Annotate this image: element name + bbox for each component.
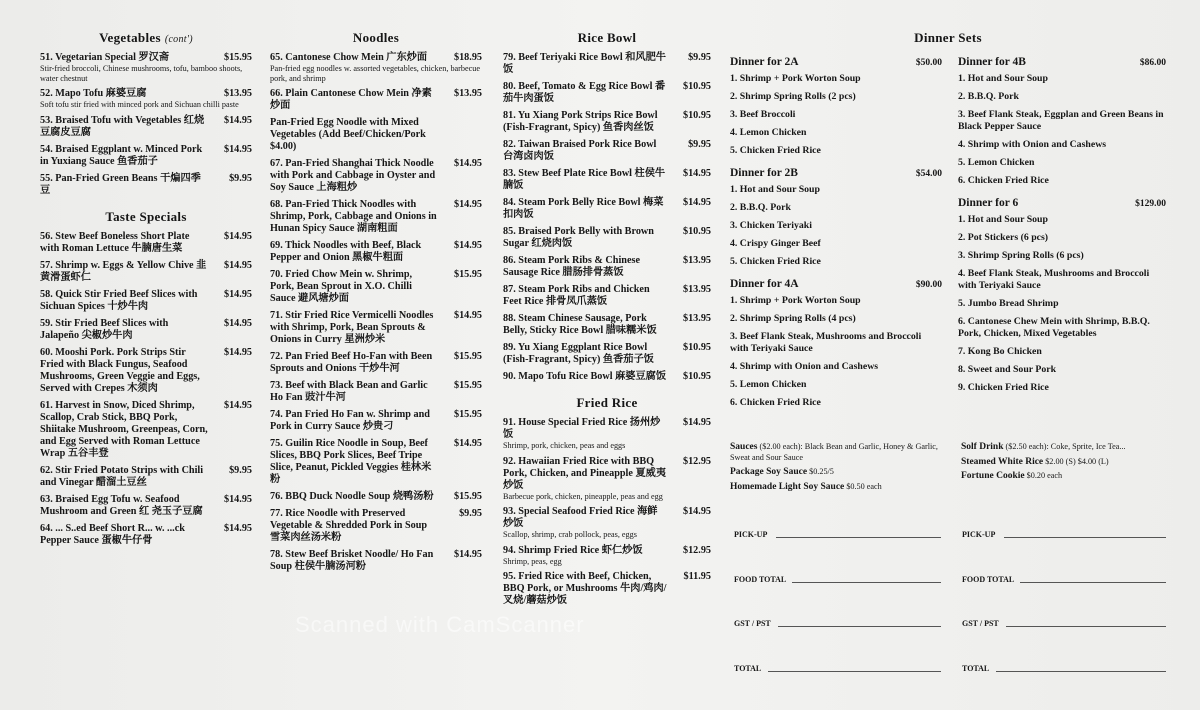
- menu-item: [40, 52, 252, 83]
- menu-item-price: $14.95: [453, 438, 482, 449]
- menu-item-price: $9.95: [229, 464, 252, 476]
- menu-item-price: $15.95: [223, 52, 252, 63]
- homemade-soy-line: Homemade Light Soy Sauce $0.50 each: [730, 481, 882, 492]
- menu-item: [270, 380, 482, 404]
- food-total-field-left[interactable]: FOOD TOTAL: [734, 575, 786, 584]
- menu-item: [40, 465, 252, 489]
- dinner-set-course: 2. Shrimp Spring Rolls (2 pcs): [730, 91, 856, 102]
- menu-item-price: $14.95: [223, 143, 252, 155]
- dinner-set-course: 3. Beef Flank Steak, Mushrooms and Broccoli with Teriyaki Sauce: [730, 331, 922, 354]
- dinner-set-course: 5. Chicken Fried Rice: [730, 145, 821, 156]
- menu-item-name: 72. Pan Fried Beef Ho-Fan with Been Sprouts and Onions 干炒牛河: [270, 351, 433, 374]
- menu-item-name: 83. Stew Beef Plate Rice Bowl 柱侯牛腩饭: [503, 168, 666, 191]
- menu-item-description: Barbecue pork, chicken, pineapple, peas and egg: [503, 491, 663, 501]
- dinner-set-title: Dinner for 4A $90.00: [730, 278, 942, 290]
- menu-item-name: 66. Plain Cantonese Chow Mein 净素炒面: [270, 88, 432, 111]
- dinner-set-course: 4. Beef Flank Steak, Mushrooms and Broccoli with Teriyaki Sauce: [958, 268, 1150, 291]
- package-soy-line: Package Soy Sauce $0.25/5: [730, 467, 834, 477]
- gst-field-left[interactable]: GST / PST: [734, 619, 771, 628]
- menu-item-price: $11.95: [683, 571, 711, 582]
- total-field-right[interactable]: TOTAL: [962, 664, 989, 673]
- soft-drink-line: Solf Drink ($2.50 each): Coke, Sprite, Ice Tea...: [961, 442, 1126, 452]
- menu-item-name: Pan-Fried Egg Noodle with Mixed Vegetables (Add Beef/Chicken/Pork $4.00): [270, 117, 426, 152]
- menu-item-name: 87. Steam Pork Ribs and Chicken Feet Rice 排骨凤爪蒸饭: [503, 284, 650, 307]
- menu-item-name: 62. Stir Fried Potato Strips with Chili and Vinegar 醋溜土豆丝: [40, 464, 204, 488]
- menu-item-name: 78. Stew Beef Brisket Noodle/ Ho Fan Soup 柱侯牛腩汤河粉: [270, 549, 434, 572]
- menu-item-price: $14.95: [682, 197, 711, 208]
- menu-item: [503, 313, 711, 337]
- dinner-set-course: 2. B.B.Q. Pork: [958, 91, 1019, 102]
- menu-item: [503, 110, 711, 134]
- menu-item: [503, 255, 711, 279]
- dinner-set-price: $86.00: [1139, 58, 1166, 68]
- dinner-column-right: [958, 56, 1166, 400]
- dinner-set-price: $54.00: [915, 169, 942, 179]
- fortune-cookie-line: Fortune Cookie $0.20 each: [961, 471, 1063, 481]
- menu-item-description: Shrimp, peas, egg: [503, 556, 562, 566]
- section-title: Noodles: [352, 30, 400, 45]
- menu-item: [40, 260, 252, 284]
- menu-item-price: $9.95: [688, 52, 711, 63]
- menu-item: [270, 52, 482, 83]
- menu-item-price: $13.95: [682, 255, 711, 266]
- menu-item-price: $12.95: [682, 455, 711, 467]
- section-title: Fried Rice: [576, 395, 638, 410]
- dinner-set: [958, 56, 1166, 187]
- menu-item-price: $14.95: [453, 240, 482, 251]
- menu-item-price: $14.95: [223, 399, 252, 411]
- menu-item: [270, 158, 482, 194]
- dinner-set-course: 4. Crispy Ginger Beef: [730, 238, 821, 249]
- menu-item-price: $13.95: [682, 284, 711, 295]
- menu-item-price: $15.95: [453, 380, 482, 391]
- dinner-column-left: [730, 56, 942, 415]
- dinner-set-title: Dinner for 2A $50.00: [730, 56, 942, 68]
- menu-item-price: $15.95: [453, 269, 482, 280]
- dinner-set-course: 5. Lemon Chicken: [730, 379, 807, 390]
- menu-item: [40, 318, 252, 342]
- dinner-set: [730, 167, 942, 268]
- extras-right: [961, 442, 1166, 486]
- dinner-set-course: 3. Beef Flank Steak, Eggplan and Green Beans in Black Pepper Sauce: [958, 109, 1164, 132]
- menu-item: [270, 88, 482, 112]
- menu-item-name: 55. Pan-Fried Green Beans 干煸四季豆: [40, 172, 201, 196]
- menu-item: [503, 571, 711, 607]
- dinner-set-course: 7. Kong Bo Chicken: [958, 346, 1042, 357]
- dinner-set-course: 5. Lemon Chicken: [958, 157, 1035, 168]
- menu-item-name: 65. Cantonese Chow Mein 广东炒面: [270, 52, 428, 63]
- menu-item: [40, 144, 252, 168]
- menu-item-price: $14.95: [682, 506, 711, 517]
- dinner-set-course: 3. Chicken Teriyaki: [730, 220, 812, 231]
- menu-item-name: 51. Vegetarian Special 罗汉斋: [40, 52, 170, 63]
- menu-item: [270, 310, 482, 346]
- menu-item-price: $14.95: [223, 259, 252, 271]
- menu-item-name: 68. Pan-Fried Thick Noodles with Shrimp, Pork, Cabbage and Onions in Hunan Spicy Sauce 湖南粗面: [270, 199, 437, 234]
- menu-item: [503, 342, 711, 366]
- dinner-set-title: Dinner for 2B $54.00: [730, 167, 942, 179]
- menu-item-price: $14.95: [223, 346, 252, 358]
- dinner-set-course: 8. Sweet and Sour Pork: [958, 364, 1057, 375]
- menu-item-price: $13.95: [223, 88, 252, 99]
- menu-item-name: 76. BBQ Duck Noodle Soup 烧鸭汤粉: [270, 491, 434, 502]
- dinner-set-course: 1. Hot and Sour Soup: [730, 184, 820, 195]
- dinner-set-price: $90.00: [915, 280, 942, 290]
- menu-item-price: $9.95: [229, 172, 252, 184]
- dinner-set-course: 3. Beef Broccoli: [730, 109, 796, 120]
- pickup-field-left[interactable]: PICK-UP: [734, 530, 767, 539]
- menu-item-price: $14.95: [453, 310, 482, 321]
- menu-item-price: $14.95: [223, 317, 252, 329]
- menu-item: [503, 545, 711, 567]
- menu-item-description: Stir-fried broccoli, Chinese mushrooms, tofu, bamboo shoots, water chestnut: [40, 64, 243, 83]
- menu-item-name: 75. Guilin Rice Noodle in Soup, Beef Slices, BBQ Pork Slices, Beef Tripe Slice, Peanut, Pickled Veggies 桂林米粉: [270, 438, 432, 485]
- menu-item-name: 70. Fried Chow Mein w. Shrimp, Pork, Bean Sprout in X.O. Chilli Sauce 避风塘炒面: [270, 269, 413, 304]
- dinner-set-course: 2. B.B.Q. Pork: [730, 202, 791, 213]
- menu-item: [270, 269, 482, 305]
- menu-item-name: 84. Steam Pork Belly Rice Bowl 梅菜扣肉饭: [503, 197, 664, 220]
- menu-item-name: 64. ... S..ed Beef Short R... w. ...ck Pepper Sauce 蛋椒牛仔骨: [40, 522, 185, 546]
- menu-item: [270, 491, 482, 503]
- section-cont-note: (cont'): [164, 34, 193, 45]
- menu-item: [270, 199, 482, 235]
- menu-item-name: 80. Beef, Tomato & Egg Rice Bowl 番茄牛肉蛋饭: [503, 81, 666, 104]
- menu-item: [503, 81, 711, 105]
- menu-item: [40, 173, 252, 197]
- menu-item-price: $14.95: [223, 288, 252, 300]
- menu-item: [270, 409, 482, 433]
- menu-item-description: Soft tofu stir fried with minced pork and Sichuan chilli paste: [40, 100, 239, 109]
- scanner-watermark: Scanned with CamScanner: [295, 612, 585, 637]
- menu-item: [503, 506, 711, 540]
- menu-item-name: 86. Steam Pork Ribs & Chinese Sausage Rice 腊肠排骨蒸饭: [503, 255, 640, 278]
- menu-item-price: $10.95: [682, 371, 711, 382]
- dinner-set-course: 1. Hot and Sour Soup: [958, 214, 1048, 225]
- menu-item-name: 79. Beef Teriyaki Rice Bowl 和风肥牛饭: [503, 52, 666, 75]
- menu-item: [270, 240, 482, 264]
- section-title: Rice Bowl: [577, 30, 637, 45]
- dinner-set-title: Dinner for 6 $129.00: [958, 197, 1166, 209]
- menu-item-price: $9.95: [459, 508, 482, 519]
- menu-item-name: 85. Braised Pork Belly with Brown Sugar 红烧肉饭: [503, 226, 654, 249]
- menu-item-price: $14.95: [223, 230, 252, 242]
- menu-item-name: 77. Rice Noodle with Preserved Vegetable & Shredded Pork in Soup 雪菜肉丝汤米粉: [270, 508, 428, 543]
- menu-item-price: $9.95: [688, 139, 711, 150]
- menu-item: [503, 284, 711, 308]
- menu-item-name: 63. Braised Egg Tofu w. Seafood Mushroom and Green 红 尧玉子豆腐: [40, 493, 203, 517]
- steamed-rice-line: Steamed White Rice $2.00 (S) $4.00 (L): [961, 456, 1109, 467]
- dinner-set: [730, 278, 942, 409]
- menu-item-name: 56. Stew Beef Boneless Short Plate with Roman Lettuce 牛腩唐生菜: [40, 230, 190, 254]
- menu-item: [270, 117, 482, 153]
- menu-item-price: $14.95: [453, 199, 482, 210]
- menu-item-description: Pan-fried egg noodles w. assorted vegetables, chicken, barbecue pork, and shrimp: [270, 64, 480, 83]
- dinner-set: [730, 56, 942, 157]
- dinner-set-course: 6. Cantonese Chew Mein with Shrimp, B.B.Q. Pork, Chicken, Mixed Vegetables: [958, 316, 1150, 339]
- menu-item-name: 53. Braised Tofu with Vegetables 红烧豆腐皮豆腐: [40, 114, 205, 138]
- menu-item-name: 94. Shrimp Fried Rice 虾仁炒饭: [503, 544, 643, 556]
- menu-item-price: $14.95: [682, 417, 711, 428]
- gst-field-right[interactable]: GST / PST: [962, 619, 999, 628]
- menu-item-name: 92. Hawaiian Fried Rice with BBQ Pork, Chicken, and Pineapple 夏威夷炒饭: [503, 455, 667, 491]
- menu-item-name: 69. Thick Noodles with Beef, Black Pepper and Onion 黑椒牛粗面: [270, 240, 422, 263]
- menu-item-name: 60. Mooshi Pork. Pork Strips Stir Fried with Black Fungus, Seafood Mushrooms, Green Veggie and Eggs, Served with Crepes 木须肉: [40, 346, 200, 394]
- menu-item-name: 82. Taiwan Braised Pork Rice Bowl 台湾卤肉饭: [503, 139, 657, 162]
- dinner-set-price: $50.00: [915, 58, 942, 68]
- menu-item-name: 52. Mapo Tofu 麻婆豆腐: [40, 88, 147, 99]
- dinner-set-course: 9. Chicken Fried Rice: [958, 382, 1049, 393]
- menu-item-name: 81. Yu Xiang Pork Strips Rice Bowl (Fish-Fragrant, Spicy) 鱼香肉丝饭: [503, 110, 658, 133]
- menu-item: [270, 438, 482, 486]
- menu-item-price: $14.95: [453, 549, 482, 560]
- dinner-sets-title: Dinner Sets: [914, 30, 982, 45]
- food-total-field-right[interactable]: FOOD TOTAL: [962, 575, 1014, 584]
- column-1: [40, 30, 252, 552]
- menu-item-description: Scallop, shrimp, crab pollock, peas, eggs: [503, 530, 637, 539]
- menu-item-price: $15.95: [453, 491, 482, 502]
- dinner-set-course: 6. Chicken Fried Rice: [958, 175, 1049, 186]
- menu-item-price: $13.95: [453, 88, 482, 99]
- menu-item-price: $13.95: [682, 313, 711, 324]
- menu-item-price: $15.95: [453, 409, 482, 420]
- menu-item-name: 73. Beef with Black Bean and Garlic Ho Fan 豉汁牛河: [270, 380, 428, 403]
- dinner-set-course: 4. Shrimp with Onion and Cashews: [730, 361, 879, 372]
- menu-item-name: 74. Pan Fried Ho Fan w. Shrimp and Pork in Curry Sauce 炒贵刁: [270, 409, 430, 432]
- menu-item-price: $10.95: [682, 110, 711, 121]
- dinner-set-course: 1. Shrimp + Pork Worton Soup: [730, 73, 861, 84]
- menu-item: [270, 508, 482, 544]
- dinner-set-course: 4. Shrimp with Onion and Cashews: [958, 139, 1107, 150]
- dinner-set-course: 2. Shrimp Spring Rolls (4 pcs): [730, 313, 856, 324]
- menu-item-price: $15.95: [453, 351, 482, 362]
- menu-item: [40, 231, 252, 255]
- menu-item-price: $10.95: [682, 81, 711, 92]
- extras-left: [730, 442, 942, 496]
- dinner-set-course: 3. Shrimp Spring Rolls (6 pcs): [958, 250, 1084, 261]
- menu-item: [40, 289, 252, 313]
- dinner-set-course: 5. Chicken Fried Rice: [730, 256, 821, 267]
- dinner-set-course: 2. Pot Stickers (6 pcs): [958, 232, 1049, 243]
- column-2: [270, 30, 482, 578]
- menu-item-name: 71. Stir Fried Rice Vermicelli Noodles with Shrimp, Pork, Bean Sprouts & Onions in Curry 星洲炒米: [270, 310, 434, 345]
- menu-item-price: $14.95: [223, 522, 252, 534]
- menu-item-name: 95. Fried Rice with Beef, Chicken, BBQ Pork, or Mushrooms 牛肉/鸡肉/叉烧/蘑菇炒饭: [503, 571, 667, 606]
- menu-item: [503, 417, 711, 451]
- menu-item-name: 61. Harvest in Snow, Diced Shrimp, Scallop, Crab Stick, BBQ Pork, Shiitake Mushroom, Greenpeas, Corn, and Egg Served with Roman Lettuce Wrap 五谷丰登: [40, 399, 208, 459]
- dinner-set-course: 1. Hot and Sour Soup: [958, 73, 1048, 84]
- menu-item: [40, 494, 252, 518]
- menu-item: [40, 347, 252, 395]
- menu-item: [40, 88, 252, 110]
- menu-item-price: $14.95: [682, 168, 711, 179]
- menu-item: [503, 168, 711, 192]
- menu-item: [40, 400, 252, 460]
- pickup-field-right[interactable]: PICK-UP: [962, 530, 995, 539]
- sauces-line: Sauces ($2.00 each): Black Bean and Garlic, Honey & Garlic, Sweat and Sour Sauce: [730, 442, 938, 462]
- menu-item-price: $10.95: [682, 342, 711, 353]
- total-field-left[interactable]: TOTAL: [734, 664, 761, 673]
- menu-item: [40, 523, 252, 547]
- menu-item: [270, 351, 482, 375]
- menu-item: [270, 549, 482, 573]
- menu-item-price: $18.95: [453, 52, 482, 63]
- menu-item: [503, 456, 711, 502]
- menu-item-price: $14.95: [453, 158, 482, 169]
- dinner-set-price: $129.00: [1135, 199, 1166, 209]
- dinner-set-course: 1. Shrimp + Pork Worton Soup: [730, 295, 861, 306]
- menu-item-name: 57. Shrimp w. Eggs & Yellow Chive 韭黄滑蛋虾仁: [40, 259, 207, 283]
- menu-item-description: Shrimp, pork, chicken, peas and eggs: [503, 441, 626, 450]
- menu-item-name: 58. Quick Stir Fried Beef Slices with Sichuan Spices 十炒牛肉: [40, 288, 198, 312]
- section-title: Taste Specials: [105, 208, 187, 224]
- menu-item-name: 90. Mapo Tofu Rice Bowl 麻婆豆腐饭: [503, 371, 667, 382]
- menu-item-price: $10.95: [682, 226, 711, 237]
- menu-item-name: 88. Steam Chinese Sausage, Pork Belly, Sticky Rice Bowl 腊味糯米饭: [503, 313, 657, 336]
- dinner-set-title: Dinner for 4B $86.00: [958, 56, 1166, 68]
- dinner-set-course: 4. Lemon Chicken: [730, 127, 807, 138]
- menu-item: [503, 52, 711, 76]
- menu-item-price: $12.95: [682, 544, 711, 556]
- dinner-set-course: 6. Chicken Fried Rice: [730, 397, 821, 408]
- menu-item: [503, 197, 711, 221]
- menu-item: [503, 226, 711, 250]
- menu-item-name: 89. Yu Xiang Eggplant Rice Bowl (Fish-Fragrant, Spicy) 鱼香茄子饭: [503, 342, 654, 365]
- menu-item-name: 91. House Special Fried Rice 扬州炒饭: [503, 417, 661, 440]
- dinner-set-course: 5. Jumbo Bread Shrimp: [958, 298, 1059, 309]
- menu-item-name: 67. Pan-Fried Shanghai Thick Noodle with Pork and Cabbage in Oyster and Soy Sauce 上海粗炒: [270, 158, 436, 193]
- menu-item: [503, 139, 711, 163]
- menu-item-price: $14.95: [223, 114, 252, 126]
- menu-item: [503, 371, 711, 383]
- menu-item-name: 59. Stir Fried Beef Slices with Jalapeño 尖椒炒牛肉: [40, 317, 169, 341]
- dinner-set: [958, 197, 1166, 394]
- menu-item-name: 93. Special Seafood Fried Rice 海鲜炒饭: [503, 506, 658, 529]
- menu-item: [40, 115, 252, 139]
- menu-item-name: 54. Braised Eggplant w. Minced Pork in Yuxiang Sauce 鱼香茄子: [40, 143, 203, 167]
- column-3: [503, 30, 711, 612]
- section-title: Vegetables (cont'): [99, 30, 193, 45]
- menu-item-price: $14.95: [223, 493, 252, 505]
